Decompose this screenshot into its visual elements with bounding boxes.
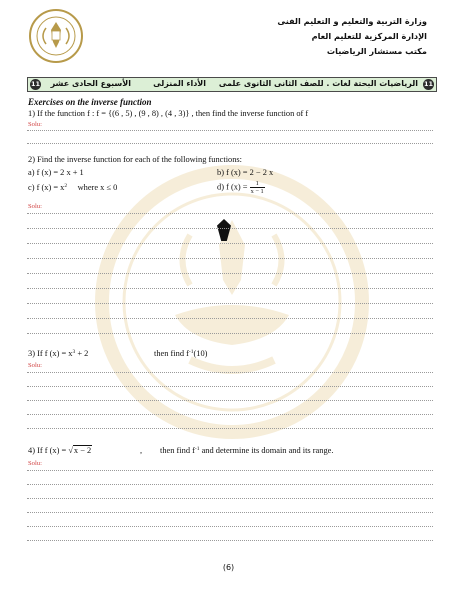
answer-line	[27, 498, 433, 499]
question-4: 4) If f (x) = √x − 2	[28, 446, 92, 455]
answer-line	[27, 273, 433, 274]
question-2b: b) f (x) = 2 − 2 x	[217, 168, 274, 177]
question-3-find: then find $f^{-1}(10)$	[154, 349, 208, 358]
header-office: مكتب مستشار الرياضيات	[326, 46, 427, 56]
answer-line	[27, 414, 433, 415]
fraction-1-over-x-minus-1: $\frac{1}{x - 1}$	[250, 180, 264, 195]
ministry-logo	[28, 8, 84, 64]
q2-solution-label: Solu:	[28, 203, 42, 210]
answer-line	[27, 470, 433, 471]
q1-solution-label: Solu:	[28, 121, 42, 128]
answer-line	[27, 228, 433, 229]
answer-line	[27, 372, 433, 373]
answer-line	[27, 512, 433, 513]
question-3: 3) If f $(x) = x^3 + 2$	[28, 349, 89, 358]
answer-line	[27, 540, 433, 541]
answer-line	[27, 243, 433, 244]
title-banner	[27, 77, 437, 92]
answer-line	[27, 386, 433, 387]
q3-solution-label: Solu:	[28, 362, 42, 369]
question-2-intro: 2) Find the inverse function for each of the following functions:	[28, 155, 242, 164]
week-number-badge-right: 11	[423, 80, 434, 88]
question-1: 1) If the function f : f = {(6 , 5) , (9 , 8) , (4 , 3)} , then find the inverse function of f	[28, 109, 309, 118]
question-4-comma: ,	[140, 446, 143, 455]
answer-line	[27, 318, 433, 319]
question-4-find: then find $f^{-1}$ and determine its domain and its range.	[160, 446, 334, 455]
answer-line	[27, 303, 433, 304]
answer-line	[27, 333, 433, 334]
answer-line	[27, 130, 433, 131]
question-2c: c) f $(x) = x^2$ where x ≤ 0	[28, 183, 118, 192]
question-2a: a) f (x) = 2 x + 1	[28, 168, 84, 177]
square-root: x − 2	[73, 446, 92, 455]
banner-assessment: الأداء المنزلى	[153, 79, 206, 88]
answer-line	[27, 213, 433, 214]
banner-week: الأسبوع الحادى عشر	[50, 79, 131, 88]
answer-line	[27, 428, 433, 429]
question-2d: d) f (x) = $\frac{1}{x - 1}$	[217, 180, 264, 195]
answer-line	[27, 484, 433, 485]
answer-line	[27, 400, 433, 401]
answer-line	[27, 143, 433, 144]
week-number-badge-left: 11	[30, 80, 41, 88]
section-title: Exercises on the inverse function	[28, 97, 152, 107]
answer-line	[27, 258, 433, 259]
q4-solution-label: Solu:	[28, 460, 42, 467]
header-ministry: وزارة التربية والتعليم و التعليم الفنى	[277, 16, 427, 26]
page-number: (6)	[222, 563, 235, 572]
answer-line	[27, 526, 433, 527]
header-central-admin: الإدارة المركزية للتعليم العام	[311, 31, 427, 41]
answer-line	[27, 288, 433, 289]
banner-subject: الرياضيات البحتة لغات . للصف الثانى الثانوى علمى	[218, 79, 418, 88]
